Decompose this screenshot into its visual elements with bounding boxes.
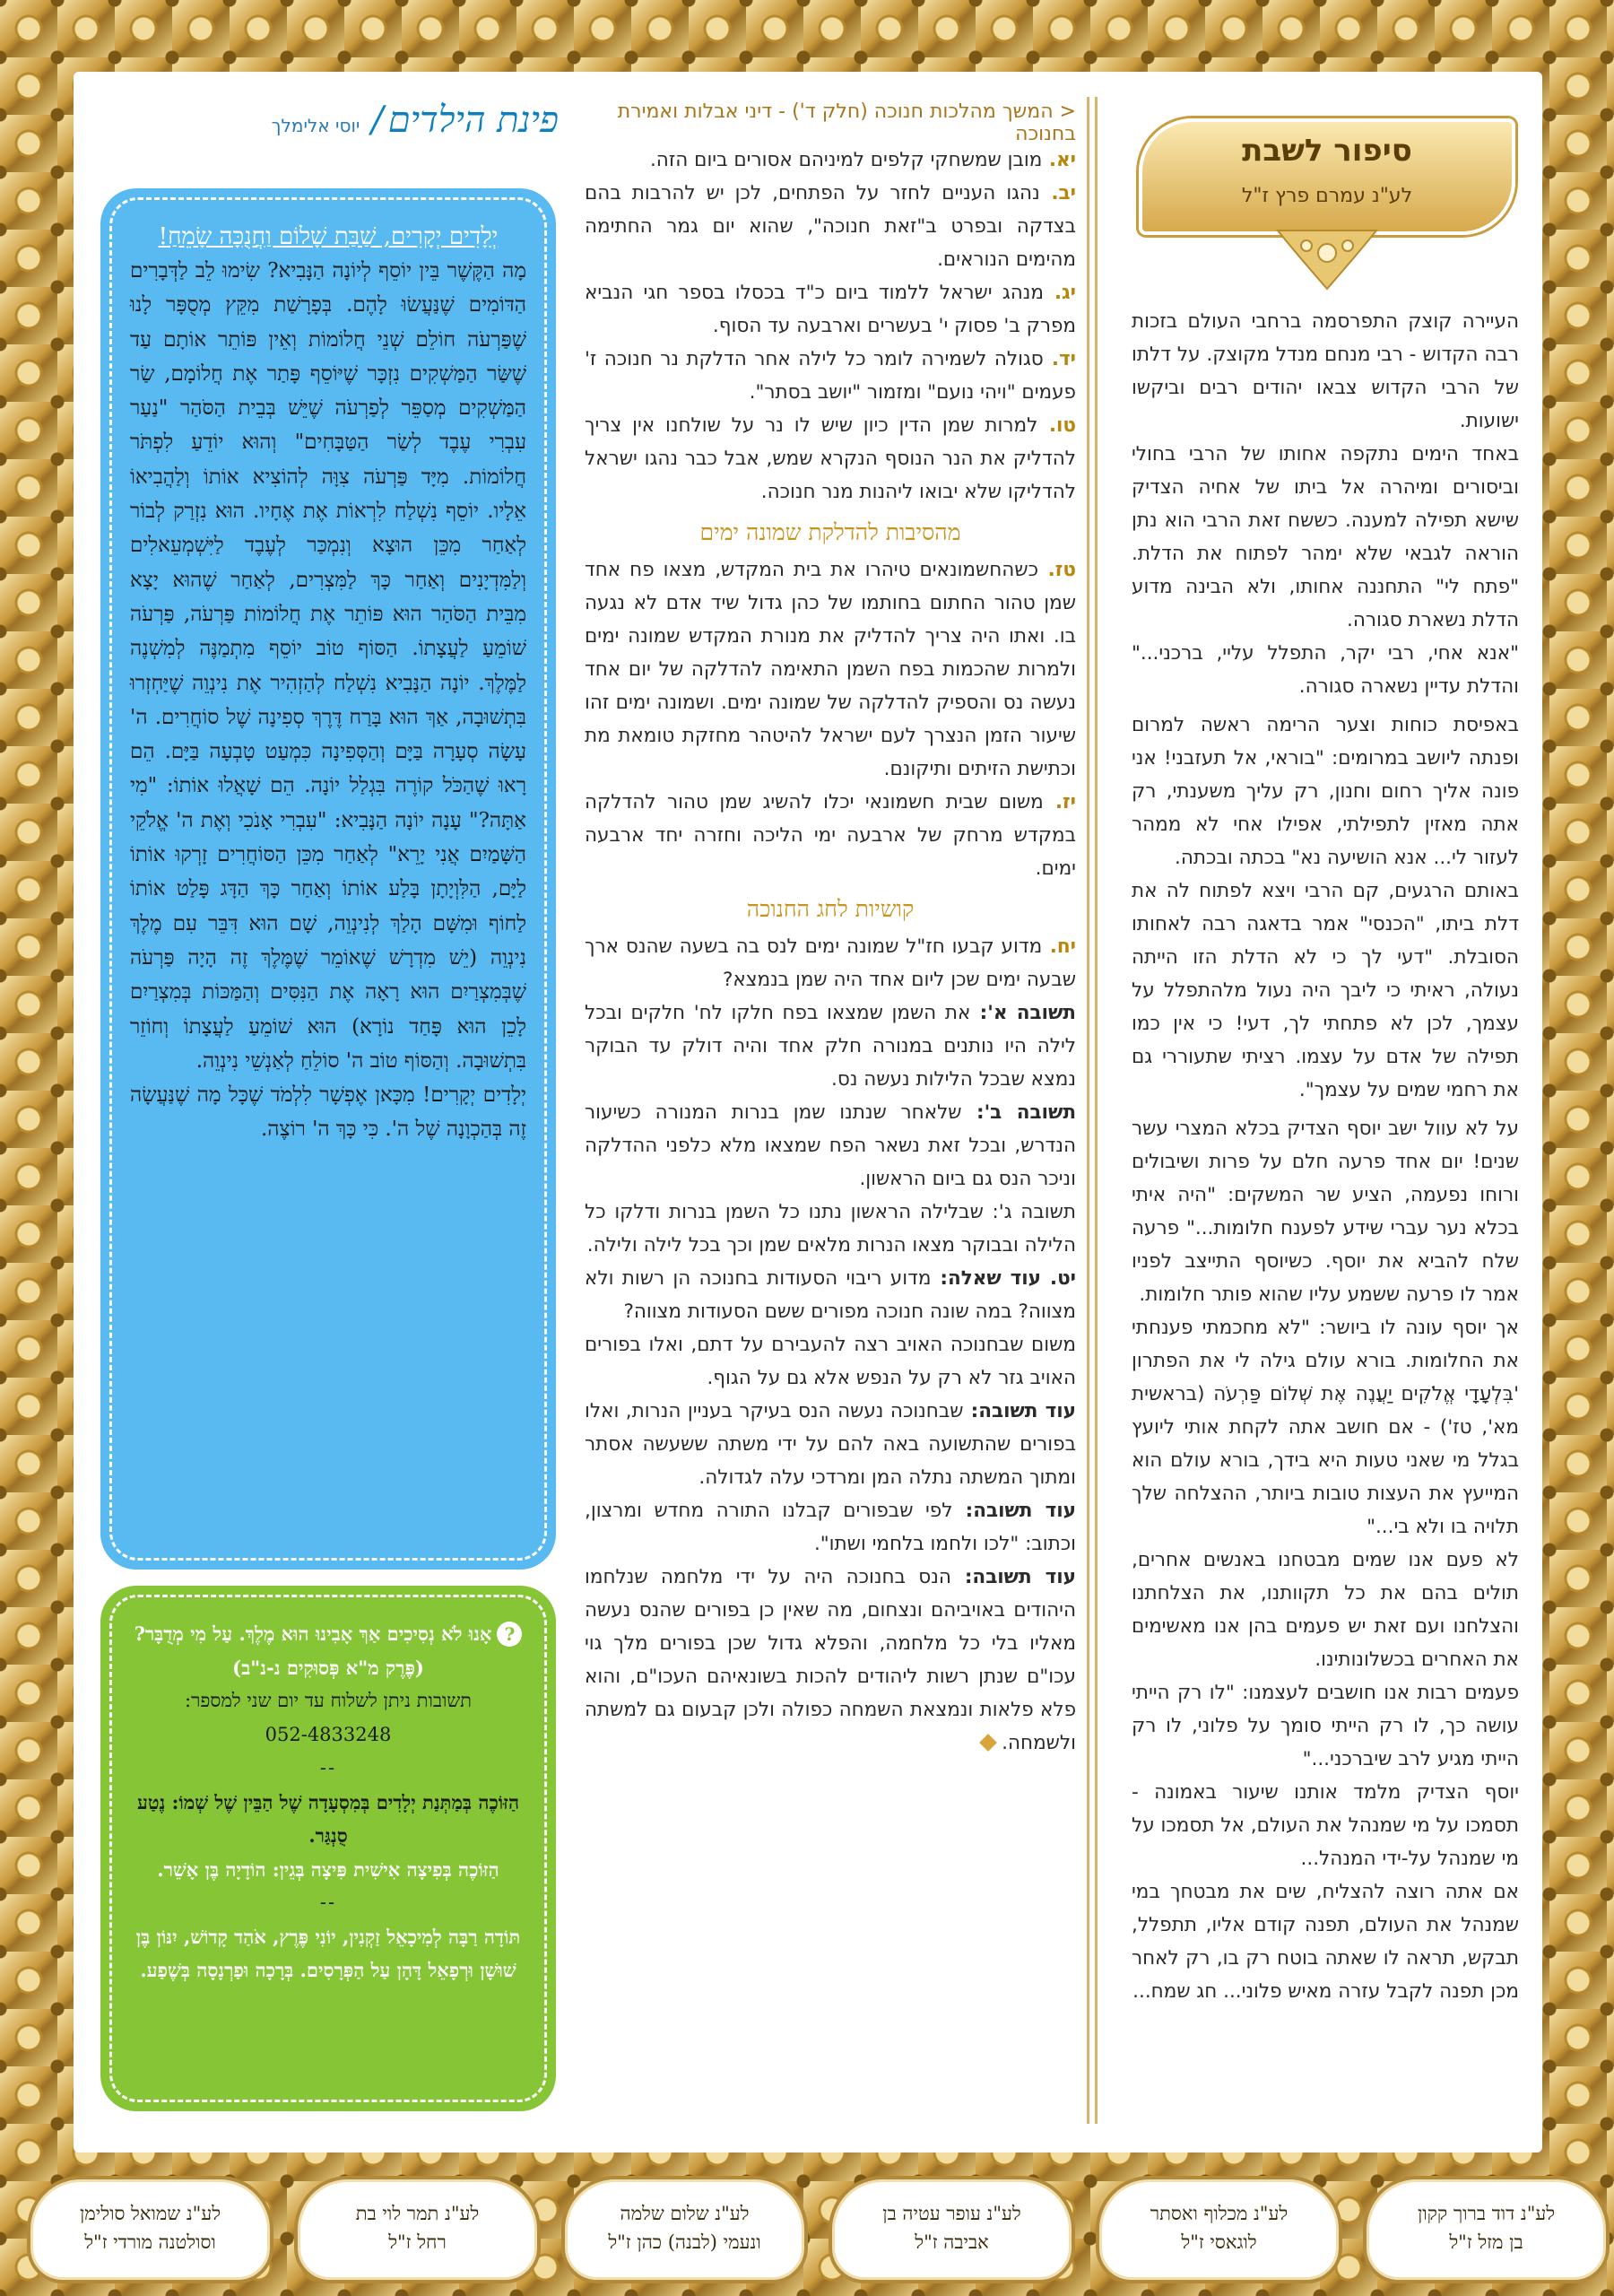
story-subtitle: לע"נ עמרם פרץ ז"ל xyxy=(1241,185,1413,207)
memorial-plaque xyxy=(1363,2176,1610,2283)
halacha-paragraph xyxy=(585,1494,1076,1561)
memorial-line-1: לע"נ דוד ברוך קקון xyxy=(1417,2203,1556,2224)
paragraph-text: סגולה לשמירה לומר כל לילה אחר הדלקת נר חנוכה ז' פעמים "ויהי נועם" ומזמור "יושב בסתר". xyxy=(585,348,1076,404)
paragraph-number: טז. xyxy=(1037,559,1076,581)
memorial-plaque xyxy=(294,2176,541,2283)
divider: -- xyxy=(319,1892,337,1913)
kids-moral: יְלָדִים יְקָרִים! מִכָּאן אֶפְשָׁר לִלְמֹד שֶׁכָּל מָה שֶׁנַּעֲשָׂה זֶה בְּהַכְוָנָה שֶׁל ה'. כִּי כָּךְ ה' רוֹצֶה. xyxy=(130,1083,526,1142)
story-column xyxy=(1132,305,1519,2008)
paragraph-text: משום שבחנוכה האויב רצה להעבירם על דתם, ואלו בפורים האויב גזר לא רק על הנפש אלא גם על הגוף. xyxy=(585,1334,1076,1389)
quiz-question: אָנוּ לֹא נְסִיכִים אַךְ אָבִינוּ הוּא מֶלֶךְ. עַל מִי מְדֻבָּר? (פֶּרֶק מ"א פְּסוּקִים נ-נ"ב) xyxy=(134,1622,492,1679)
halacha-paragraph xyxy=(585,1196,1076,1262)
story-paragraph: באחד הימים נתקפה אחותו של הרבי בחולי וביסורים ומיהרה אל ביתו של אחיה הצדיק שישא תפילה למענה. כששח זאת הרבי הוא נתן הוראה לגבאי שלא ימהר לפתוח את הדלת. "פתח לי" התחננה אחותו, ולא הבינה מדוע הדלת נשארת סגורה. xyxy=(1132,443,1519,631)
paragraph-text: מדוע ריבוי הסעודות בחנוכה הן רשות ולא מצווה? במה שונה חנוכה מפורים ששם הסעודות מצווה? xyxy=(585,1267,1076,1323)
halacha-paragraph xyxy=(585,343,1076,409)
paragraph-number: יט. עוד שאלה: xyxy=(931,1267,1076,1290)
paragraph-number: יב. xyxy=(1039,182,1076,204)
halacha-paragraph xyxy=(585,177,1076,276)
quiz-answers-note: תשובות ניתן לשלוח עד יום שני למספר: xyxy=(185,1690,472,1711)
memorial-footer xyxy=(0,2170,1614,2296)
halacha-paragraph xyxy=(585,996,1076,1096)
paragraph-text: לפי שבפורים קבלנו התורה מחדש ומרצון, וכתוב: "לכו ולחמו בלחמי ושתו". xyxy=(585,1500,1076,1555)
halacha-paragraph xyxy=(585,1262,1076,1328)
quiz-winner-2: הַזּוֹכֶה בְּפִיצָה אִישִׁית פִּיצָה בְּגֵין: הוֹדָיָה בֶּן אָשֵׁר. xyxy=(157,1857,499,1881)
paragraph-number: תשובה א': xyxy=(970,1002,1076,1024)
paragraph-text: מנהג ישראל ללמוד ביום כ"ד בכסלו בספר חגי הנביא מפרק ב' פסוק י' בעשרים וארבעה עד הסוף. xyxy=(585,282,1076,337)
paragraph-text: מדוע קבעו חז"ל שמונה ימים לנס בה בשעה שהנס ארך שבעה ימים שכן ליום אחד היה שמן בנמצא? xyxy=(585,935,1076,991)
kids-story: מָה הַקֶּשֶׁר בֵּין יוֹסֵף לְיוֹנָה הַנָּבִיא? שִׂימוּ לֵב לַדְּבָרִים הַדּוֹמִים שֶׁנַּעֲשׂוּ לָהֶם. בְּפָרָשַׁת מִקֵּץ מְסֻפָּר לָנוּ שֶׁפַּרְעֹה חוֹלֵם שְׁנֵי חֲלוֹמוֹת וְאֵין פּוֹתֵר אוֹתָם עַד שֶׁשַּׂר הַמַּשְׁקִים נִזְכָּר שֶׁיּוֹסֵף פָּתַר אֶת חֲלוֹמָם, שַׂר הַמַּשְׁקִים מְסַפֵּר לְפַרְעֹה שֶׁיֵּשׁ בְּבֵית הַסֹּהַר "נַעַר עִבְרִי עֶבֶד לְשַׂר הַטַּבָּחִים" וְהוּא יוֹדֵעַ לִפְתֹּר חֲלוֹמוֹת. מִיָּד פַּרְעֹה צִוָּה לְהוֹצִיא אוֹתוֹ וְלַהֲבִיאוֹ אֵלָיו. יוֹסֵף נִשְׁלַח לִרְאוֹת אֶת אֶחָיו. הוּא נִזְרַק לְבוֹר לְאַחַר מִכֵּן הוּצָא וְנִמְכַּר לְעֶבֶד לַיִּשְׁמְעֵאלִים וְלַמִּדְיָנִים וְאַחַר כָּךְ לַמִּצְרִים, לְאַחַר שֶׁהוּא יָצָא מִבֵּית הַסֹּהַר הוּא פּוֹתֵר אֶת חֲלוֹמוֹת פַּרְעֹה, פַּרְעֹה שׁוֹמֵעַ לַעֲצָתוֹ. הַסּוֹף טוֹב יוֹסֵף מִתְמַנֶּה לְמִשְׁנֶה לַמֶּלֶךְ. יוֹנָה הַנָּבִיא נִשְׁלַח לְהַזְהִיר אֶת נִינְוֵה שֶׁיַּחְזְרוּ בִּתְשׁוּבָה, אַךְ הוּא בָּרַח דֶּרֶךְ סְפִינָה שֶׁל סוֹחֲרִים. ה' עָשָׂה סְעָרָה בַּיָּם וְהַסְּפִינָה כִּמְעַט טָבְעָה בַּיָּם. הֵם רָאוּ שֶׁהַכֹּל קוֹרֶה בִּגְלַל יוֹנָה. הֵם שָׁאֲלוּ אוֹתוֹ: "מִי אַתָּה?" עָנָה יוֹנָה הַנָּבִיא: "עִבְרִי אָנֹכִי וְאֶת ה' אֱלֹקֵי הַשָּׁמַיִם אֲנִי יָרֵא" לְאַחַר מִכֵּן הַסּוֹחֲרִים זָרְקוּ אוֹתוֹ לַיָּם, הַלִּוְיָתָן בָּלַע אוֹתוֹ וְאַחַר כָּךְ הַדָּג פָּלַט אוֹתוֹ לַחוֹף וּמִשָּׁם הָלַךְ לְנִינְוֵה, שָׁם הוּא דִּבֵּר עִם מֶלֶךְ נִינְוֵה (יֵשׁ מִדְרָשׁ שֶׁאוֹמֵר שֶׁמֶּלֶךְ זֶה הָיָה פַּרְעֹה שֶׁבְּמִצְרַיִם הוּא רָאָה אֶת הַנִּסִּים וְהַמַּכּוֹת בְּמִצְרַיִם לָכֵן הוּא פָּחַד נוֹרָא) הוּא שׁוֹמֵעַ לַעֲצָתוֹ וְחוֹזֵר בִּתְשׁוּבָה. וְהַסּוֹף טוֹב ה' סוֹלֵחַ לְאַנְשֵׁי נִינְוֵה. xyxy=(130,259,526,1073)
paragraph-text: שלאחר שנתנו שמן בנרות המנורה כשיעור הנדרש, ובכל זאת נשאר הפח שמצאו מלא כלפני ההדלקה וניכר הנס גם ביום הראשון. xyxy=(585,1101,1076,1190)
story-paragraph: באפיסת כוחות וצער הרימה ראשה למרום ופנתה ליושב במרומים: "בוראי, אל תעזבני! אני פונה אליך רחום וחנון, רק עליך משענתי, רק אתה מאזין לתפילתי, אפילו אחי לא ממהר לעזור לי... אנא הושיעה נא" בכתה ובכתה. xyxy=(1132,714,1519,869)
quiz-winner-1: הַזּוֹכֶה בְּמַתְּנַת יְלָדִים בְּמִסְעָדָה שֶׁל הַבֵּין שֶׁל שְׁמוֹ: נֶטַע סֻנְגַּר. xyxy=(136,1790,520,1847)
paragraph-text: כשהחשמונאים טיהרו את בית המקדש, מצאו פח אחד שמן טהור החתום בחותמו של כהן גדול שיד אדם לא נגעה בו. ואתו היה צריך להדליק את מנורת המקדש שמונה ימים ולמרות שהכמות בפח השמן התאימה להדלקה של יום אחד נעשה נס והספיק להדלקה של שמונה ימים. ושמונה ימים זהו שיעור הזמן הנצרך לעם ישראל להיטהר מחזקת טומאת מת וכתישת הזיתים ותיקונם. xyxy=(585,559,1076,780)
story-paragraph: על לא עוול ישב יוסף הצדיק בכלא המצרי עשר שנים! יום אחד פרעה חלם על פרות ושיבולים ורוחו נפעמה, הציע שר המשקים: "היה איתי בכלא נער עברי שידע לפענח חלומות..." פרעה שלח להביא את יוסף. כשיוסף התייצב לפניו אמר לו פרעה ששמע עליו שהוא פותר חלומות. xyxy=(1132,1118,1519,1306)
paragraph-number: טו. xyxy=(1037,414,1076,437)
story-title: סיפור לשבת xyxy=(1242,133,1412,169)
halacha-paragraph xyxy=(585,1561,1076,1760)
paragraph-number: יח. xyxy=(1042,935,1076,958)
memorial-line-2: רחל ז"ל xyxy=(388,2231,447,2253)
memorial-line-2: וסולטנה מורדי ז"ל xyxy=(84,2231,216,2253)
story-paragraph: לא פעם אנו שמים מבטחנו באנשים אחרים, תולים בהם את כל תקוותנו, את הצלחתנו והצלחנו ועם זאת יש פעמים בהן אנו מאשימים את האחרים בכשלונותינו. xyxy=(1132,1549,1519,1671)
column-divider xyxy=(1087,97,1098,2124)
halacha-paragraph xyxy=(585,409,1076,509)
kids-greeting: יְלָדִים יְקָרִים, שַׁבַּת שָׁלוֹם וַחֲנֻכָּה שָׂמֵחַ! xyxy=(158,223,499,250)
story-paragraph: אך יוסף עונה לו ביושר: "לא מחכמתי פענחתי את החלומות. בורא עולם גילה לי את הפתרון 'בִּלְעָדָי אֱלֹקִים יַעֲנֶה אֶת שְׁלוֹם פַּרְעֹה (בראשית מא', טז') - אם חושב אתה לקחת אותי ליועץ בגלל מי שאני טעות היא בידך, בורא עולם הוא המייעץ את העצות טובות ביותר, ההצלחה שלך תלויה בו ולא בי..." xyxy=(1132,1317,1519,1538)
memorial-plaque xyxy=(1096,2176,1342,2283)
halacha-paragraph xyxy=(585,786,1076,885)
memorial-plaque xyxy=(27,2176,273,2283)
memorial-line-2: בן מזל ז"ל xyxy=(1449,2231,1523,2253)
ornament-icon xyxy=(1269,226,1385,298)
kids-section-title: פינת הילדים xyxy=(387,100,559,141)
paragraph-text: למרות שמן הדין כיון שיש לו נר על שולחנו אין צריך להדליק את הנר הנוסף הנקרא שמש, אבל כבר נהגו ישראל להדליקו שלא יבואו ליהנות מנר חנוכה. xyxy=(585,414,1076,503)
quiz-box xyxy=(100,1586,556,2111)
story-title-box xyxy=(1139,118,1515,235)
memorial-plaque xyxy=(561,2176,808,2283)
title-slash: / xyxy=(360,100,384,141)
paragraph-text: תשובה ג': שבלילה הראשון נתנו כל השמן בנרות ודלקו כל הלילה ובבוקר מצאו הנרות מלאים שמן וכך בכל לילה ולילה. xyxy=(585,1201,1076,1257)
divider: -- xyxy=(319,1757,337,1779)
memorial-line-1: לע"נ עופר עטיה בן xyxy=(882,2203,1021,2224)
paragraph-text: מובן שמשחקי קלפים למיניהם אסורים ביום הזה. xyxy=(649,149,1043,171)
kids-author: יוסי אלימלך xyxy=(271,115,360,136)
quiz-phone: 052-4833248 xyxy=(265,1723,392,1745)
memorial-line-1: לע"נ שמואל סולימן xyxy=(79,2203,221,2224)
halacha-paragraph xyxy=(585,553,1076,786)
paragraph-number: עוד תשובה: xyxy=(952,1500,1076,1522)
story-paragraph: פעמים רבות אנו חושבים לעצמנו: "לו רק הייתי עושה כך, לו רק הייתי סומך על פלוני, לו רק הייתי מגיע לרב שיברכני..." xyxy=(1132,1682,1519,1770)
paragraph-number: תשובה ב': xyxy=(961,1101,1077,1124)
paragraph-number: עוד תשובה: xyxy=(950,1566,1076,1588)
story-paragraph: אם אתה רוצה להצליח, שים את מבטחך במי שמנהל את העולם, תפנה קודם אליו, תתפלל, תבקש, תראה לו שאתה בוטח רק בו, רק לאחר מכן תפנה לקבל עזרה מאיש פלוני... חג שמח... xyxy=(1132,1881,1519,2003)
story-paragraph: העיירה קוצק התפרסמה ברחבי העולם בזכות רבה הקדוש - רבי מנחם מנדל מקוצק. על דלתו של הרבי הקדוש צבאו יהודים רבים וביקשו ישועות. xyxy=(1132,310,1519,432)
paragraph-number: עוד תשובה: xyxy=(963,1400,1076,1422)
paragraph-text: נהגו העניים לחזר על הפתחים, לכן יש להרבות בהם בצדקה ובפרט ב"זאת חנוכה", שהוא יום גמר החתימה מהימים הנוראים. xyxy=(585,182,1076,271)
story-paragraph: באותם הרגעים, קם הרבי ויצא לפתוח לה את דלת ביתו, "הכנסי" אמר בדאגה רבה לאחותו הסובלת. "דעי לך כי לא הדלת הזו הייתה נעולה, ראיתי כי ליבך היה נעול מלהתפלל על עצמך, לכן לא פתחתי לך, דעי! כי אין כמו תפילה של אדם על עצמו. רציתי שתעוררי גם את רחמי שמים על עצמך". xyxy=(1132,880,1519,1101)
memorial-line-1: לע"נ שלום שלמה xyxy=(620,2203,750,2224)
memorial-line-1: לע"נ מכלוף ואסתר xyxy=(1150,2203,1289,2224)
halacha-paragraph xyxy=(585,276,1076,343)
halacha-paragraph xyxy=(585,930,1076,996)
halacha-column xyxy=(585,144,1076,1760)
paragraph-number: יד. xyxy=(1043,348,1077,370)
halacha-paragraph xyxy=(585,144,1076,177)
halacha-paragraph xyxy=(585,1328,1076,1395)
paragraph-number: יא. xyxy=(1042,149,1076,171)
halacha-paragraph xyxy=(585,1096,1076,1196)
quiz-thanks: תּוֹדָה רַבָּה לְמִיכָאֵל זַקְנִין, יוֹנִי פֶּרֶץ, אֹהַד קָדוֹשׁ, יִנּוֹן בֶּן שׁוּשָׁן וּרְפָאֵל דָּהָן עַל הַפְּרָסִים. בְּרָכָה וּפַרְנָסָה בְּשֶׁפַע. xyxy=(135,1925,521,1981)
story-paragraph: "אנא אחי, רבי יקר, התפלל עליי, ברכני..." והדלת עדיין נשארה סגורה. xyxy=(1132,642,1519,698)
end-diamond-icon xyxy=(979,1734,997,1752)
paragraph-number: יג. xyxy=(1043,282,1076,304)
breadcrumb: < המשך מהלכות חנוכה (חלק ד') - דיני אבלות ואמירת בחנוכה xyxy=(617,100,1076,145)
kids-header xyxy=(119,99,559,141)
memorial-line-2: לוגאסי ז"ל xyxy=(1181,2231,1257,2253)
paragraph-text: הנס בחנוכה היה על ידי מלחמה שנלחמו היהודים באויביהם ונצחום, מה שאין כן בפורים שהנס נעשה מאליו בלי כל מלחמה, והפלא גדול שכן בפורים מלך גוי עכו"ם שנתן רשות ליהודים להכות בשונאיהם העכו"ם, והוא פלא פלאות ונמצאת השמחה כפולה ולכן קבעום גם למשתה ולשמחה. xyxy=(585,1566,1076,1754)
paragraph-text: משום שבית חשמונאי יכלו להשיג שמן טהור להדלקה במקדש מרחק של ארבעה ימי הליכה וחזרה יחד ארבעה ימים. xyxy=(585,791,1076,880)
memorial-line-1: לע"נ תמר לוי בת xyxy=(355,2203,480,2224)
story-paragraph: יוסף הצדיק מלמד אותנו שיעור באמונה - תסמכו על מי שמנהל את העולם, אל תסמכו על מי שמנהל על-ידי המנהל... xyxy=(1132,1781,1519,1870)
memorial-line-2: אביבה ז"ל xyxy=(915,2231,989,2253)
kids-story-box xyxy=(100,188,556,1570)
paragraph-text: את השמן שמצאו בפח חלקו לח' חלקים ובכל לילה היו נותנים במנורה חלק אחד והיה דולק עד הבוקר נמצא שבכל הלילות נעשה נס. xyxy=(585,1002,1076,1091)
halacha-paragraph xyxy=(585,1395,1076,1494)
memorial-plaque xyxy=(829,2176,1075,2283)
memorial-line-2: ונעמי (לבנה) כהן ז"ל xyxy=(608,2231,761,2253)
section-heading: מהסיבות להדלקת שמונה ימים xyxy=(699,519,961,545)
paragraph-text: שבחנוכה נעשה הנס בעיקר בעניין הנרות, ואלו בפורים שהתשועה באה להם על ידי משתה ששעשה אסתר ומתוך המשתה נתלה המן ומרדכי עלה לגדולה. xyxy=(585,1400,1076,1489)
section-heading: קושיות לחג החנוכה xyxy=(746,896,915,922)
question-icon: ? xyxy=(497,1622,522,1647)
paragraph-number: יז. xyxy=(1043,791,1076,813)
